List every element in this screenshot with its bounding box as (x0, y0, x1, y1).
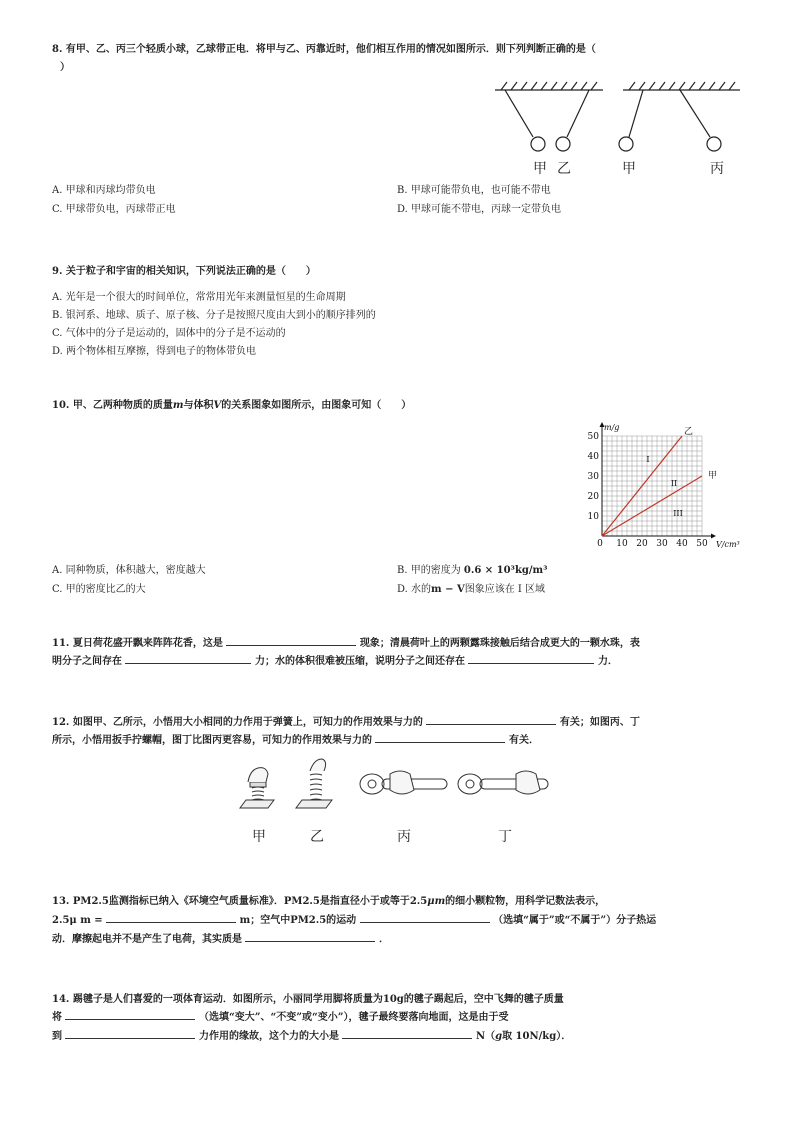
q10-option-c[interactable]: C. 甲的密度比乙的大 (52, 584, 146, 595)
region-label: II (670, 479, 678, 488)
q8-figure (485, 78, 745, 178)
ceiling-hatch-left (501, 82, 597, 90)
q8-stem: 8. 有甲、乙、丙三个轻质小球，乙球带正电．将甲与乙、丙靠近时，他们相互作用的情况如图所示．则下列判断正确的是（ (52, 44, 596, 55)
q9-stem: 9. 关于粒子和宇宙的相关知识，下列说法正确的是（ ） (52, 266, 316, 277)
y-tick-label: 40 (587, 452, 599, 462)
y-axis-label: m/g (604, 423, 620, 432)
x-axis-label: V/cm³ (716, 540, 740, 549)
x-tick-label: 10 (616, 539, 628, 549)
ceiling-hatch-right (629, 82, 735, 90)
region-label: I (646, 455, 650, 464)
q9-option-b[interactable]: B. 银河系、地球、质子、原子核、分子是按照尺度由大到小的顺序排列的 (52, 310, 376, 321)
q10-stem: 10. 甲、乙两种物质的质量m与体积V的关系图象如图所示，由图象可知（ ） (52, 400, 412, 411)
q14-line-2: 将 （选填“变大”、“不变”或“变小”），毽子最终要落向地面，这是由于受 (52, 1008, 508, 1023)
ball-jia-2 (619, 137, 633, 151)
q10-chart (584, 420, 744, 552)
series-label-1: 甲 (708, 471, 718, 481)
q8-label-jia-1: 甲 (533, 161, 547, 177)
y-tick-label: 10 (587, 512, 599, 522)
q13-blank-3[interactable] (245, 930, 375, 942)
y-tick-label: 30 (587, 472, 599, 482)
y-tick-label: 50 (587, 432, 599, 442)
q11-line-1: 11. 夏日荷花盛开飘来阵阵花香，这是 现象；清晨荷叶上的两颗露珠接触后结合成更大的一颗水珠，表 (52, 634, 640, 649)
x-tick-label: 40 (676, 539, 688, 549)
q10-option-d[interactable]: D. 水的m − V图象应该在 I 区域 (397, 584, 546, 595)
q14-blank-2[interactable] (65, 1027, 195, 1039)
y-tick-label: 20 (587, 492, 599, 502)
x-tick-label: 20 (636, 539, 648, 549)
q8-label-yi: 乙 (557, 161, 571, 177)
q13-line-3: 动．摩擦起电并不是产生了电荷，其实质是 ． (52, 930, 389, 945)
q12-line-2: 所示，小悟用扳手拧螺帽，图丁比图丙更容易，可知力的作用效果与力的 有关． (52, 731, 539, 746)
q12-blank-1[interactable] (426, 713, 556, 725)
wrench-bing-figure (360, 771, 447, 794)
q8-stem-end: ） (60, 62, 70, 73)
q12-label-yi: 乙 (310, 829, 324, 845)
q10-option-a[interactable]: A. 同种物质，体积越大，密度越大 (52, 565, 206, 576)
q14-line-3: 到 力作用的缘故，这个力的大小是 N（g取 10N/kg）． (52, 1027, 571, 1042)
q9-option-c[interactable]: C. 气体中的分子是运动的，固体中的分子是不运动的 (52, 328, 286, 339)
q12-label-ding: 丁 (498, 829, 512, 845)
q8-option-c[interactable]: C. 甲球带负电，丙球带正电 (52, 204, 176, 215)
q9-option-d[interactable]: D. 两个物体相互摩擦，得到电子的物体带负电 (52, 346, 257, 357)
q12-label-bing: 丙 (397, 829, 411, 845)
x-tick-label: 0 (597, 539, 603, 549)
ball-yi (556, 137, 570, 151)
q12-label-jia: 甲 (252, 829, 266, 845)
q13-blank-1[interactable] (106, 911, 236, 923)
q8-option-a[interactable]: A. 甲球和丙球均带负电 (52, 185, 156, 196)
q9-option-a[interactable]: A. 光年是一个很大的时间单位，常常用光年来测量恒星的生命周期 (52, 292, 346, 303)
x-tick-label: 50 (696, 539, 708, 549)
region-label: III (673, 509, 683, 518)
q8-option-d[interactable]: D. 甲球可能不带电，丙球一定带负电 (397, 204, 562, 215)
q12-line-1: 12. 如图甲、乙所示，小悟用大小相同的力作用于弹簧上，可知力的作用效果与力的 有关；如图丙、丁 (52, 713, 640, 728)
q8-option-b[interactable]: B. 甲球可能带负电，也可能不带电 (397, 185, 551, 196)
q14-blank-1[interactable] (65, 1008, 195, 1020)
x-tick-label: 30 (656, 539, 668, 549)
q14-line-1: 14. 踢毽子是人们喜爱的一项体育运动．如图所示，小丽同学用脚将质量为10g的毽子踢起后，空中飞舞的毽子质量 (52, 994, 564, 1005)
q10-option-d-formula: m − V (431, 584, 465, 595)
spring-jia-figure (240, 768, 274, 808)
ball-bing (707, 137, 721, 151)
wrench-ding-figure (458, 771, 548, 794)
q14-blank-3[interactable] (342, 1027, 472, 1039)
series-label-0: 乙 (684, 427, 694, 437)
q8-label-bing: 丙 (710, 161, 724, 177)
q12-blank-2[interactable] (375, 731, 505, 743)
q13-blank-2[interactable] (360, 911, 490, 923)
q11-blank-1[interactable] (226, 634, 356, 646)
q8-label-jia-2: 甲 (622, 161, 636, 177)
q13-line-1: 13. PM2.5监测指标已纳入《环境空气质量标准》．PM2.5是指直径小于或等于2.5μm的细小颗粒物，用科学记数法表示， (52, 896, 606, 907)
x-axis-arrow (711, 534, 716, 539)
q13-line-2: 2.5μ m = m；空气中PM2.5的运动 （选填“属于”或“不属于”）分子热运 (52, 911, 656, 926)
q12-figure (232, 756, 562, 826)
q10-option-b-formula: 0.6 × 10³kg/m³ (463, 565, 548, 576)
q11-line-2: 明分子之间存在 力；水的体积很难被压缩，说明分子之间还存在 力． (52, 652, 618, 667)
q10-option-b[interactable]: B. 甲的密度为 0.6 × 10³kg/m³ (397, 565, 548, 576)
ball-jia-1 (531, 137, 545, 151)
q11-blank-3[interactable] (468, 652, 594, 664)
spring-yi-figure (296, 759, 332, 808)
q11-blank-2[interactable] (125, 652, 251, 664)
